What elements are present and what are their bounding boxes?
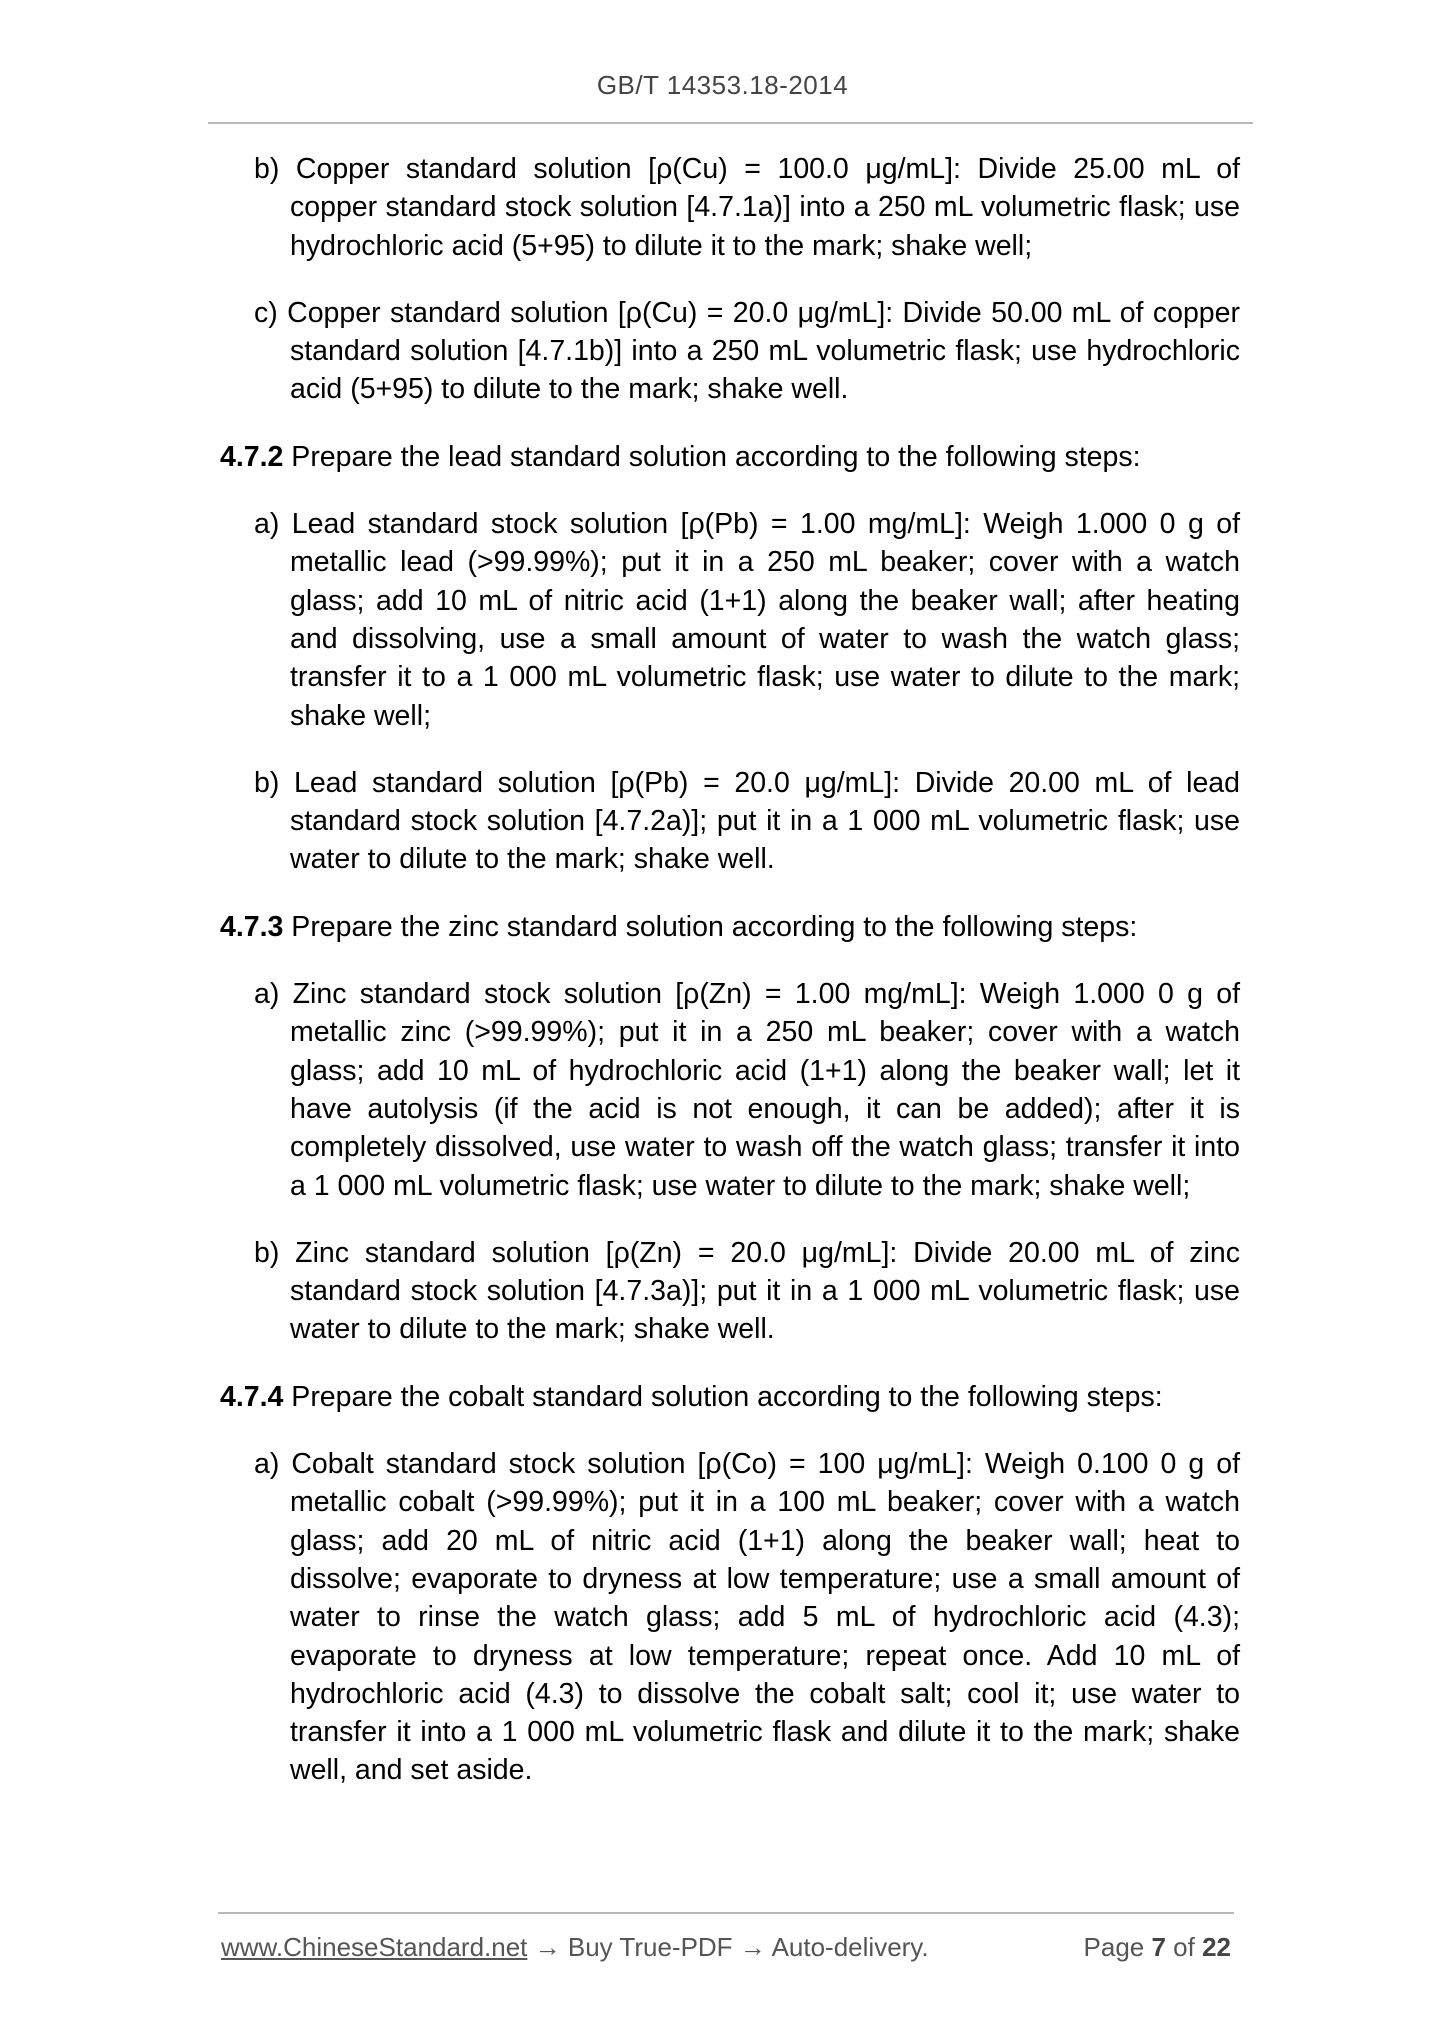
item-cobalt-stock-a: a) Cobalt standard stock solution [ρ(Co) = 100 μg/mL]: Weigh 0.100 0 g of metallic cobalt (>99.99%); put it in a 100 mL beaker; cover with a watch glass; add 20 mL of nitric acid (1+1) along the beaker wall; heat to dissolve; evaporate to dryness at low temperature; use a small amount of water to rinse the watch glass; add 5 mL of hydrochloric acid (4.3); evaporate to dryness at low temperature; repeat once. Add 10 mL of hydrochloric acid (4.3) to dissolve the cobalt salt; cool it; use water to transfer it into a 1 000 mL volumetric flask and dilute it to the mark; shake well, and set aside. [254, 1448, 1240, 1787]
clause-4-7-2 [220, 438, 1240, 476]
page-indicator [1084, 1932, 1231, 1963]
item-zinc-stock-a: a) Zinc standard stock solution [ρ(Zn) = 1.00 mg/mL]: Weigh 1.000 0 g of metallic zinc (>99.99%); put it in a 250 mL beaker; cover with a watch glass; add 10 mL of hydrochloric acid (1+1) along the beaker wall; let it have autolysis (if the acid is not enough, it can be added); after it is completely dissolved, use water to wash off the watch glass; transfer it into a 1 000 mL volumetric flask; use water to dilute to the mark; shake well; [254, 978, 1240, 1202]
document-body [220, 150, 1240, 1819]
header-divider [208, 122, 1253, 124]
clause-number: 4.7.2 [220, 440, 284, 473]
of-label: of [1165, 1932, 1203, 1962]
item-zinc-standard-b: b) Zinc standard solution [ρ(Zn) = 20.0 μg/mL]: Divide 20.00 mL of zinc standard stock solution [4.7.3a)]; put it in a 1 000 mL volumetric flask; use water to dilute to the mark; shake well. [254, 1236, 1240, 1346]
item-lead-stock-a: a) Lead standard stock solution [ρ(Pb) = 1.00 mg/mL]: Weigh 1.000 0 g of metallic lead (>99.99%); put it in a 250 mL beaker; cover with a watch glass; add 10 mL of nitric acid (1+1) along the beaker wall; after heating and dissolving, use a small amount of water to wash the watch glass; transfer it to a 1 000 mL volumetric flask; use water to dilute to the mark; shake well; [254, 508, 1240, 732]
page-footer [221, 1932, 1231, 1968]
item-copper-standard-b: b) Copper standard solution [ρ(Cu) = 100.0 μg/mL]: Divide 25.00 mL of copper standard stock solution [4.7.1a)] into a 250 mL volumetric flask; use hydrochloric acid (5+95) to dilute it to the mark; shake well; [254, 153, 1240, 262]
document-header: GB/T 14353.18-2014 [596, 70, 849, 100]
clause-4-7-3 [220, 908, 1240, 946]
item-copper-standard-c: c) Copper standard solution [ρ(Cu) = 20.0 μg/mL]: Divide 50.00 mL of copper standard solution [4.7.1b)] into a 250 mL volumetric flask; use hydrochloric acid (5+95) to dilute to the mark; shake well. [254, 296, 1240, 406]
footer-promo [221, 1932, 929, 1963]
page-label: Page [1083, 1932, 1152, 1962]
clause-text: Prepare the lead standard solution according to the following steps: [283, 440, 1141, 473]
total-pages-number: 22 [1202, 1932, 1231, 1962]
footer-promo-text: → Buy True-PDF → Auto-delivery. [527, 1932, 929, 1962]
clause-text: Prepare the zinc standard solution according to the following steps: [283, 910, 1138, 943]
clause-number: 4.7.3 [220, 910, 284, 943]
current-page-number: 7 [1151, 1932, 1166, 1962]
clause-4-7-4 [220, 1378, 1240, 1416]
clause-text: Prepare the cobalt standard solution according to the following steps: [283, 1380, 1163, 1413]
clause-number: 4.7.4 [220, 1380, 284, 1413]
item-lead-standard-b: b) Lead standard solution [ρ(Pb) = 20.0 μg/mL]: Divide 20.00 mL of lead standard stock solution [4.7.2a)]; put it in a 1 000 mL volumetric flask; use water to dilute to the mark; shake well. [254, 766, 1240, 876]
footer-divider [218, 1912, 1234, 1914]
website-link[interactable]: www.ChineseStandard.net [221, 1932, 528, 1962]
